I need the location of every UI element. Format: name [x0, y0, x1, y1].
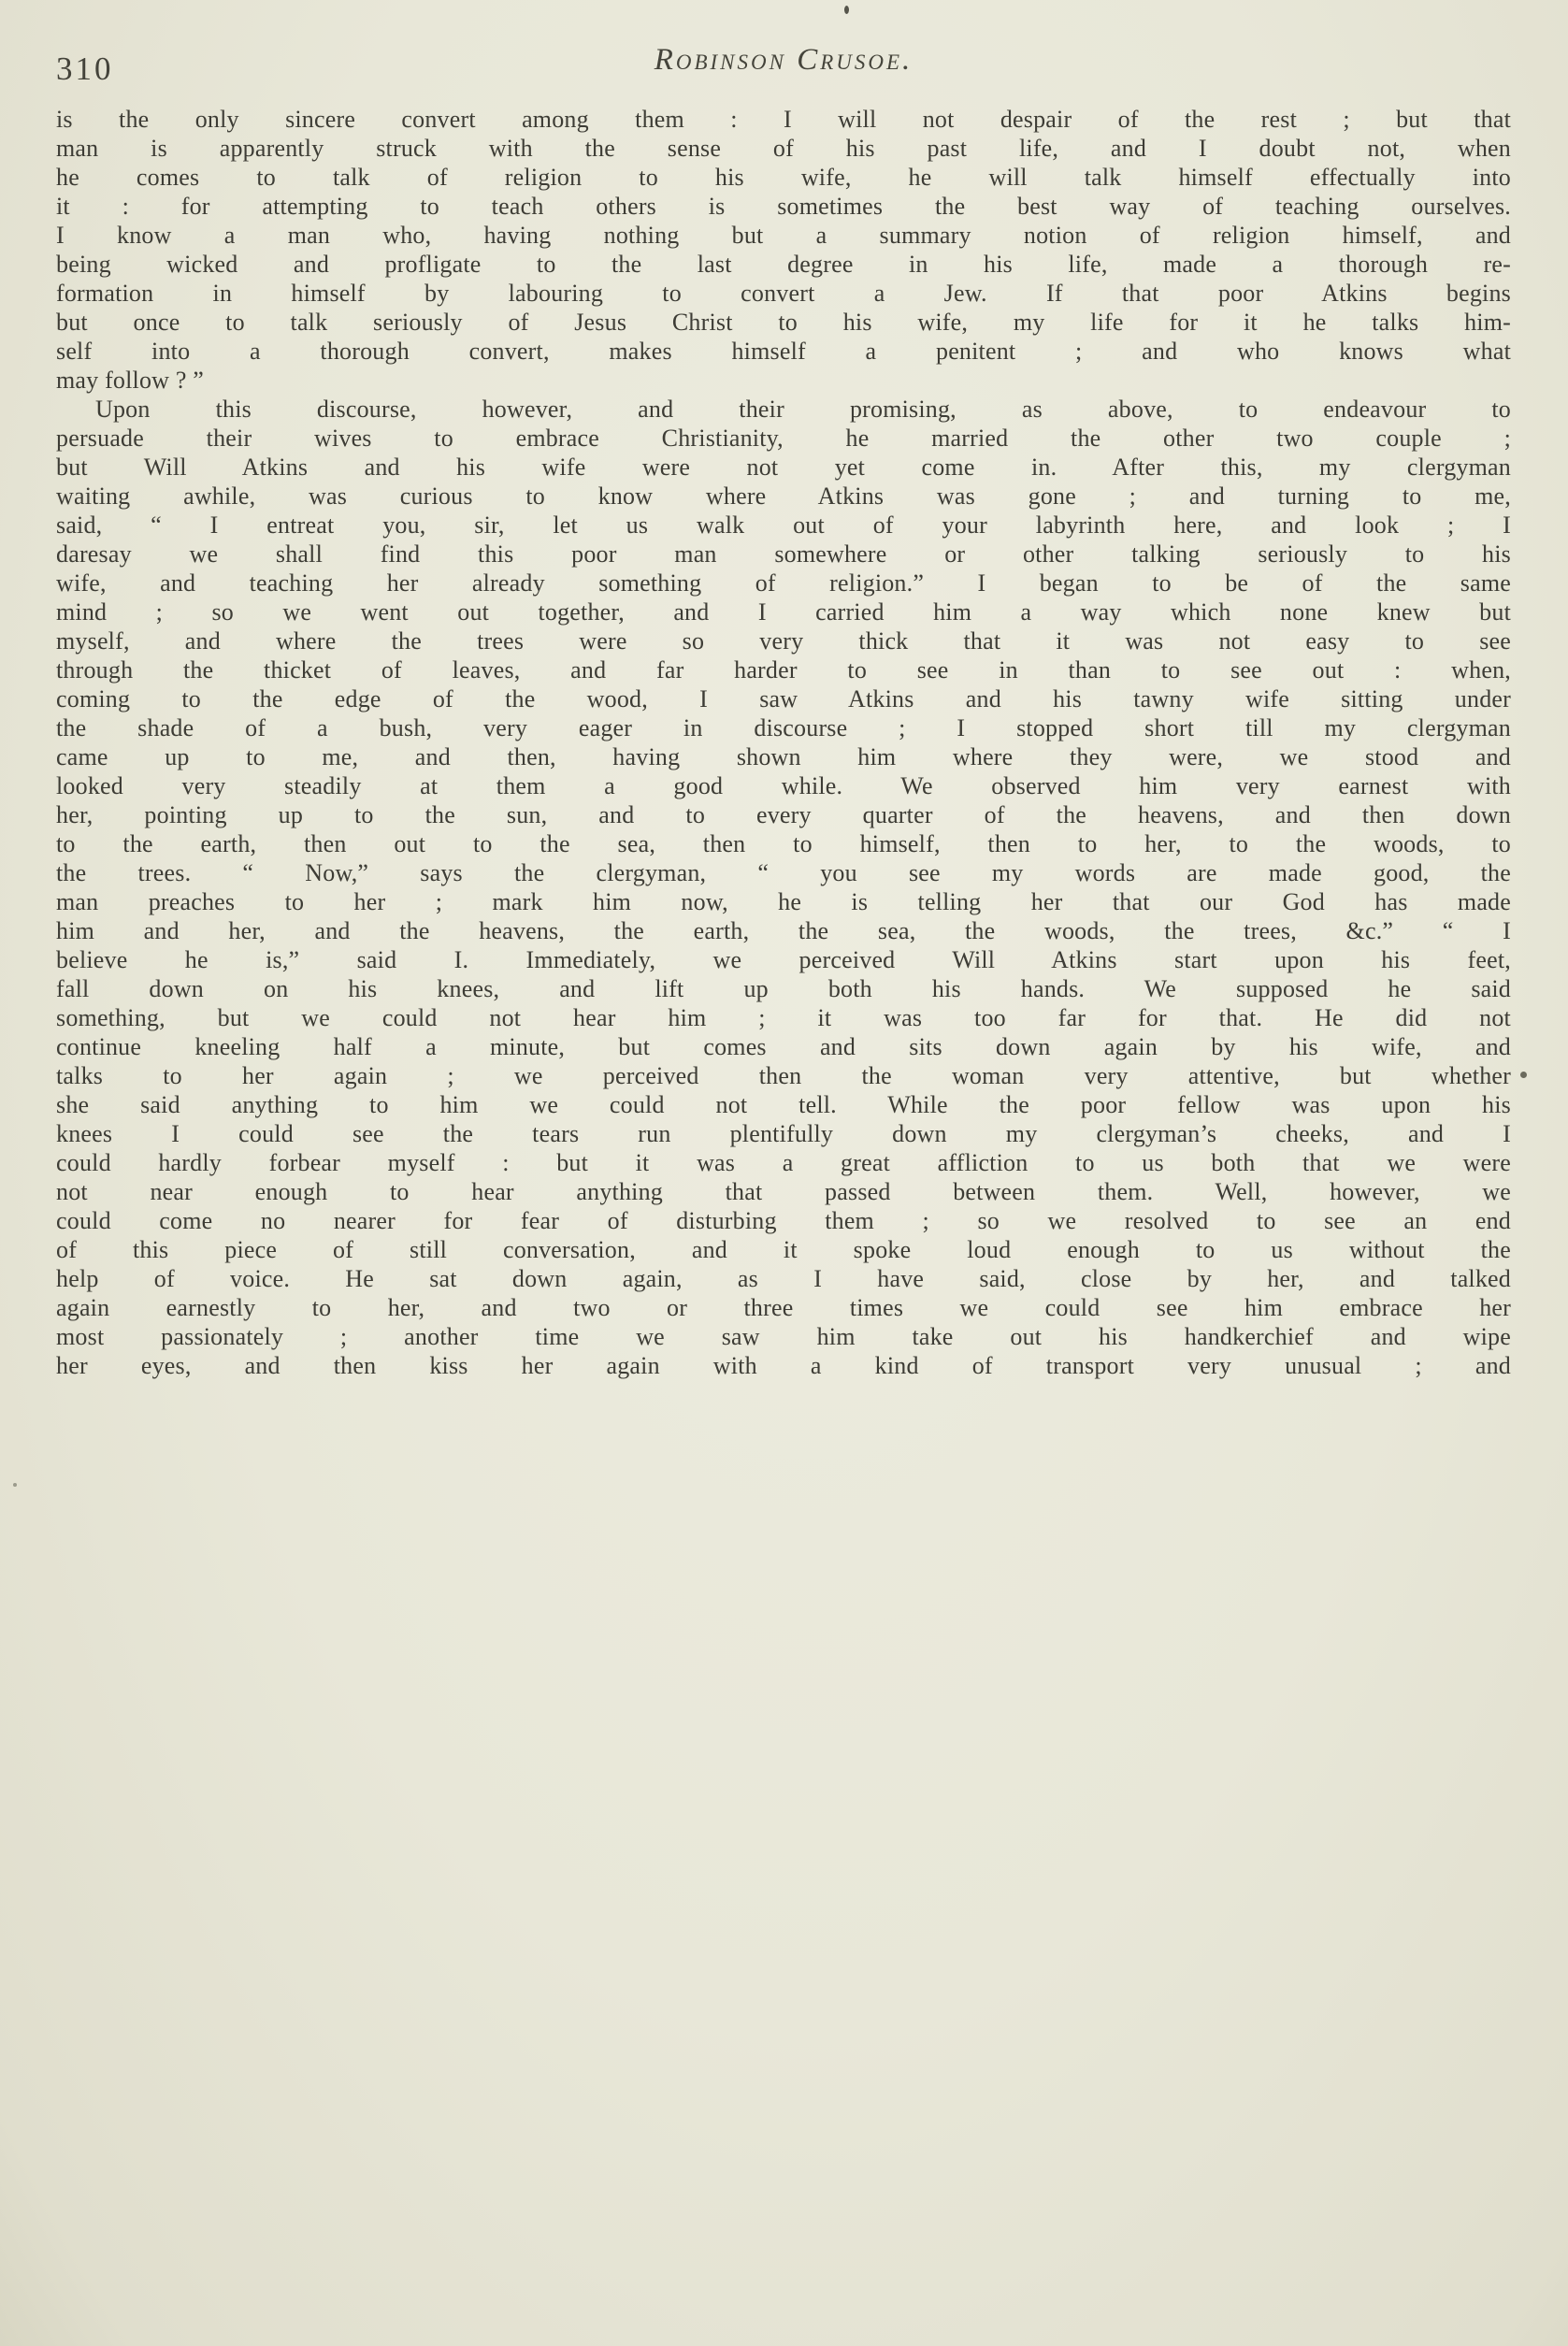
text-line: the trees. “ Now,” says the clergyman, “ you see my words are made good, the — [56, 859, 1511, 886]
text-line: knees I could see the tears run plentifully down my clergyman’s cheeks, and I — [56, 1120, 1511, 1147]
text-line: him and her, and the heavens, the earth, the sea, the woods, the trees, &c.” “ I — [56, 917, 1511, 944]
text-line: believe he is,” said I. Immediately, we perceived Will Atkins start upon his feet, — [56, 946, 1511, 973]
paragraph — [56, 395, 1511, 1380]
text-line: of this piece of still conversation, and it spoke loud enough to us without the — [56, 1236, 1511, 1263]
text-line: I know a man who, having nothing but a summary notion of religion himself, and — [56, 222, 1511, 249]
text-line: may follow ? ” — [56, 367, 205, 394]
text-line: he comes to talk of religion to his wife, he will talk himself effectually into — [56, 164, 1511, 191]
text-line: looked very steadily at them a good while. We observed him very earnest with — [56, 772, 1511, 799]
text-line: is the only sincere convert among them : I will not despair of the rest ; but that — [56, 106, 1511, 133]
page-number: 310 — [56, 50, 114, 87]
running-title: Robinson Crusoe. — [654, 43, 913, 77]
paper-speck — [1520, 1072, 1527, 1078]
text-line: her eyes, and then kiss her again with a kind of transport very unusual ; and — [56, 1352, 1511, 1379]
page-body — [56, 105, 1511, 1380]
text-line: coming to the edge of the wood, I saw Atkins and his tawny wife sitting under — [56, 685, 1511, 712]
text-line: man preaches to her ; mark him now, he is telling her that our God has made — [56, 888, 1511, 915]
text-line: most passionately ; another time we saw him take out his handkerchief and wipe — [56, 1323, 1511, 1350]
text-line: the shade of a bush, very eager in discourse ; I stopped short till my clergyman — [56, 714, 1511, 741]
text-line: man is apparently struck with the sense of his past life, and I doubt not, when — [56, 135, 1511, 162]
text-line: could hardly forbear myself : but it was a great affliction to us both that we were — [56, 1149, 1511, 1176]
text-line: said, “ I entreat you, sir, let us walk out of your labyrinth here, and look ; I — [56, 511, 1511, 539]
text-line: wife, and teaching her already something of religion.” I began to be of the same — [56, 569, 1511, 597]
text-line: could come no nearer for fear of disturbing them ; so we resolved to see an end — [56, 1207, 1511, 1234]
text-line: something, but we could not hear him ; it was too far for that. He did not — [56, 1004, 1511, 1031]
text-line: waiting awhile, was curious to know where Atkins was gone ; and turning to me, — [56, 482, 1511, 510]
text-line: through the thicket of leaves, and far harder to see in than to see out : when, — [56, 656, 1511, 684]
text-line: not near enough to hear anything that passed between them. Well, however, we — [56, 1178, 1511, 1205]
text-line: fall down on his knees, and lift up both his hands. We supposed he said — [56, 975, 1511, 1002]
text-line: came up to me, and then, having shown him where they were, we stood and — [56, 743, 1511, 770]
text-line: talks to her again ; we perceived then the woman very attentive, but whether — [56, 1062, 1511, 1089]
text-line: persuade their wives to embrace Christianity, he married the other two couple ; — [56, 425, 1511, 452]
paper-speck — [13, 1483, 17, 1487]
text-line: mind ; so we went out together, and I carried him a way which none knew but — [56, 598, 1511, 626]
text-line: self into a thorough convert, makes himself a penitent ; and who knows what — [56, 338, 1511, 365]
text-line: to the earth, then out to the sea, then to himself, then to her, to the woods, to — [56, 830, 1511, 857]
page-header — [56, 43, 1511, 92]
text-line: help of voice. He sat down again, as I have said, close by her, and talked — [56, 1265, 1511, 1292]
text-line: Upon this discourse, however, and their promising, as above, to endeavour to — [95, 396, 1511, 423]
text-line: but once to talk seriously of Jesus Christ to his wife, my life for it he talks him- — [56, 309, 1511, 336]
paragraph — [56, 105, 1511, 395]
text-line: being wicked and profligate to the last degree in his life, made a thorough re- — [56, 251, 1511, 278]
text-line: she said anything to him we could not tell. While the poor fellow was upon his — [56, 1091, 1511, 1118]
paper-speck — [844, 6, 849, 14]
text-line: her, pointing up to the sun, and to every quarter of the heavens, and then down — [56, 801, 1511, 828]
text-line: continue kneeling half a minute, but comes and sits down again by his wife, and — [56, 1033, 1511, 1060]
text-line: formation in himself by labouring to convert a Jew. If that poor Atkins begins — [56, 280, 1511, 307]
text-line: it : for attempting to teach others is sometimes the best way of teaching ourselves. — [56, 193, 1511, 220]
text-line: but Will Atkins and his wife were not yet come in. After this, my clergyman — [56, 453, 1511, 481]
text-line: again earnestly to her, and two or three times we could see him embrace her — [56, 1294, 1511, 1321]
text-line: myself, and where the trees were so very thick that it was not easy to see — [56, 627, 1511, 655]
text-line: daresay we shall find this poor man somewhere or other talking seriously to his — [56, 540, 1511, 568]
